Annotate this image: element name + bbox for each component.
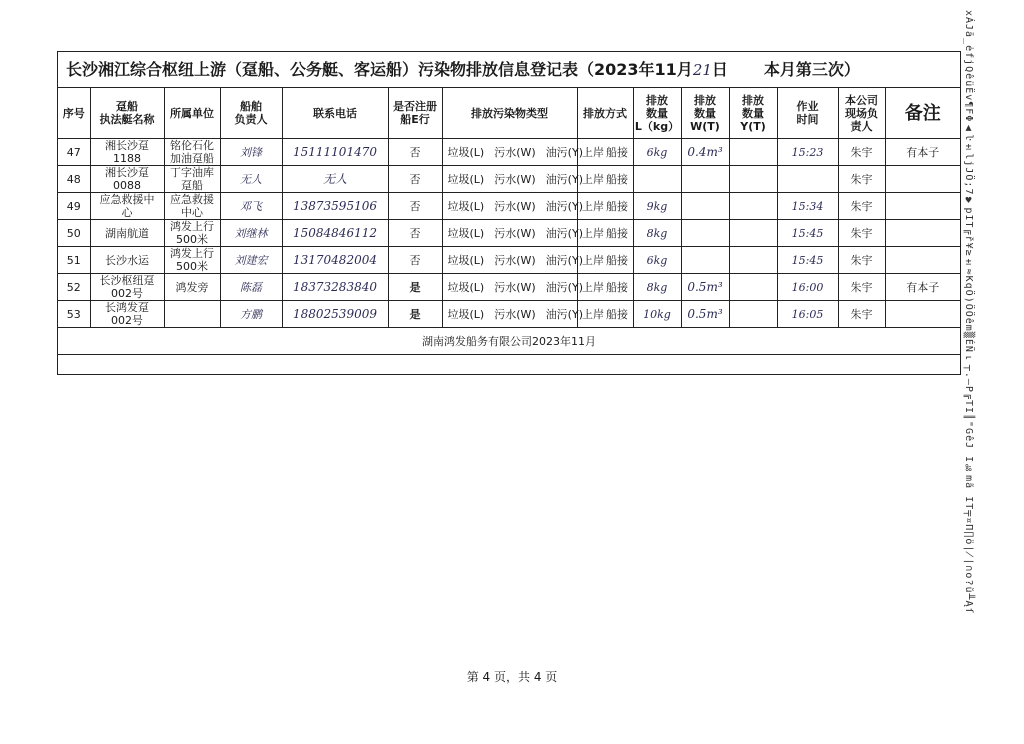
header-onsite: 本公司 现场负 责人 xyxy=(838,88,885,139)
row-qty-w: 0.4m³ xyxy=(681,139,729,166)
method-shore-option: 上岸 xyxy=(582,172,604,186)
header-unit: 所属单位 xyxy=(164,88,220,139)
table-row xyxy=(58,166,960,193)
row-seq: 49 xyxy=(58,193,90,220)
row-seq: 47 xyxy=(58,139,90,166)
pollutant-garbage-option: 垃圾(L) xyxy=(447,280,485,294)
title-round: 本月第三次） xyxy=(763,60,860,79)
row-method xyxy=(577,247,633,274)
header-pollutant-type: 排放污染物类型 xyxy=(442,88,577,139)
pollutant-oil-option: 油污(Y) xyxy=(545,145,583,159)
row-remark xyxy=(885,301,960,328)
row-qty-w xyxy=(681,193,729,220)
pollutant-oil-option: 油污(Y) xyxy=(545,253,583,267)
row-qty-y xyxy=(729,166,777,193)
row-unit: 鸿发上行 500米 xyxy=(164,247,220,274)
table-row xyxy=(58,193,960,220)
table-row xyxy=(58,274,960,301)
row-qty-l xyxy=(633,166,681,193)
row-work-time: 15:23 xyxy=(777,139,838,166)
footer-row xyxy=(58,328,960,355)
method-shore-option: 上岸 xyxy=(582,145,604,159)
row-qty-l: 9kg xyxy=(633,193,681,220)
header-qty-y: 排放 数量 Y(T) xyxy=(729,88,777,139)
row-person: 邓飞 xyxy=(220,193,282,220)
pollutant-garbage-option: 垃圾(L) xyxy=(447,199,485,213)
pollutant-garbage-option: 垃圾(L) xyxy=(447,253,485,267)
row-ship: 长沙水运 xyxy=(90,247,164,274)
pollutant-sewage-option: 污水(W) xyxy=(494,280,536,294)
pollutant-garbage-option: 垃圾(L) xyxy=(447,307,485,321)
header-method: 排放方式 xyxy=(577,88,633,139)
scanner-edge-text: xÁJā_ėfjQêüËv¶FΦ▲ŀ±ljJÖ;7♥pIT╔ř¥≥±≈KqÖ)ÖÖêm▒ÉÑ⌐┬.—P╔ΤΙ║"GêJ I‰mã IT╤¤Π∏ö∤|∩o?ŭ╨Ąſ xyxy=(963,10,974,615)
row-pollutant-type xyxy=(442,274,583,301)
method-ship-receive-option: 船接 xyxy=(606,280,628,294)
row-unit: 丁字油库 趸船 xyxy=(164,166,220,193)
row-pollutant-type xyxy=(442,139,583,166)
row-seq: 52 xyxy=(58,274,90,301)
row-qty-l: 6kg xyxy=(633,247,681,274)
method-ship-receive-option: 船接 xyxy=(606,172,628,186)
row-person: 刘锋 xyxy=(220,139,282,166)
row-qty-y xyxy=(729,301,777,328)
row-onsite: 朱宇 xyxy=(838,139,885,166)
pollutant-sewage-option: 污水(W) xyxy=(494,172,536,186)
pollutant-sewage-option: 污水(W) xyxy=(494,199,536,213)
row-person: 陈磊 xyxy=(220,274,282,301)
row-qty-l: 8kg xyxy=(633,220,681,247)
row-ship: 湖南航道 xyxy=(90,220,164,247)
row-phone: 13873595106 xyxy=(282,193,388,220)
row-qty-l: 10kg xyxy=(633,301,681,328)
footer-company: 湖南鸿发船务有限公司2023年11月 xyxy=(58,328,960,355)
method-shore-option: 上岸 xyxy=(582,226,604,240)
header-phone: 联系电话 xyxy=(282,88,388,139)
row-remark xyxy=(885,193,960,220)
table-row xyxy=(58,220,960,247)
row-onsite: 朱宇 xyxy=(838,193,885,220)
row-work-time: 16:05 xyxy=(777,301,838,328)
method-ship-receive-option: 船接 xyxy=(606,199,628,213)
header-seq: 序号 xyxy=(58,88,90,139)
row-onsite: 朱宇 xyxy=(838,220,885,247)
pollutant-garbage-option: 垃圾(L) xyxy=(447,145,485,159)
row-remark xyxy=(885,247,960,274)
row-onsite: 朱宇 xyxy=(838,166,885,193)
row-work-time: 15:34 xyxy=(777,193,838,220)
header-work-time: 作业 时间 xyxy=(777,88,838,139)
row-work-time: 15:45 xyxy=(777,220,838,247)
row-remark xyxy=(885,166,960,193)
row-phone: 18802539009 xyxy=(282,301,388,328)
header-ship: 趸船 执法艇名称 xyxy=(90,88,164,139)
row-ship: 湘长沙趸 1188 xyxy=(90,139,164,166)
row-qty-w: 0.5m³ xyxy=(681,274,729,301)
row-seq: 48 xyxy=(58,166,90,193)
row-work-time: 16:00 xyxy=(777,274,838,301)
row-e-registered: 否 xyxy=(388,139,442,166)
row-person: 刘建宏 xyxy=(220,247,282,274)
row-qty-l: 6kg xyxy=(633,139,681,166)
pollutant-sewage-option: 污水(W) xyxy=(494,307,536,321)
row-method xyxy=(577,220,633,247)
row-ship: 湘长沙趸 0088 xyxy=(90,166,164,193)
row-ship: 长鸿发趸 002号 xyxy=(90,301,164,328)
row-person: 方鹏 xyxy=(220,301,282,328)
row-qty-w xyxy=(681,166,729,193)
row-unit: 鸿发旁 xyxy=(164,274,220,301)
registration-form xyxy=(57,51,961,375)
row-ship: 长沙枢纽趸 002号 xyxy=(90,274,164,301)
row-qty-y xyxy=(729,220,777,247)
pollutant-sewage-option: 污水(W) xyxy=(494,226,536,240)
table-body xyxy=(58,139,960,328)
pollutant-sewage-option: 污水(W) xyxy=(494,253,536,267)
method-ship-receive-option: 船接 xyxy=(606,307,628,321)
row-remark: 有本子 xyxy=(885,274,960,301)
pollutant-oil-option: 油污(Y) xyxy=(545,199,583,213)
row-unit: 应急救援 中心 xyxy=(164,193,220,220)
method-shore-option: 上岸 xyxy=(582,280,604,294)
pollutant-oil-option: 油污(Y) xyxy=(545,172,583,186)
pollutant-sewage-option: 污水(W) xyxy=(494,145,536,159)
row-method xyxy=(577,301,633,328)
row-onsite: 朱宇 xyxy=(838,247,885,274)
row-remark: 有本子 xyxy=(885,139,960,166)
method-shore-option: 上岸 xyxy=(582,253,604,267)
row-work-time: 15:45 xyxy=(777,247,838,274)
header-qty-l: 排放 数量 L（kg） xyxy=(633,88,681,139)
row-unit xyxy=(164,301,220,328)
row-method xyxy=(577,274,633,301)
method-ship-receive-option: 船接 xyxy=(606,226,628,240)
row-work-time xyxy=(777,166,838,193)
row-unit: 铭伦石化 加油趸船 xyxy=(164,139,220,166)
header-remark: 备注 xyxy=(885,88,960,139)
row-seq: 53 xyxy=(58,301,90,328)
method-shore-option: 上岸 xyxy=(582,307,604,321)
row-qty-y xyxy=(729,193,777,220)
row-qty-w xyxy=(681,220,729,247)
row-qty-y xyxy=(729,247,777,274)
table-row xyxy=(58,139,960,166)
row-pollutant-type xyxy=(442,247,583,274)
pollution-table xyxy=(58,88,960,355)
row-unit: 鸿发上行 500米 xyxy=(164,220,220,247)
pollutant-oil-option: 油污(Y) xyxy=(545,226,583,240)
table-row xyxy=(58,247,960,274)
table-row xyxy=(58,301,960,328)
row-person: 刘继林 xyxy=(220,220,282,247)
row-qty-y xyxy=(729,274,777,301)
method-ship-receive-option: 船接 xyxy=(606,145,628,159)
row-onsite: 朱宇 xyxy=(838,301,885,328)
row-pollutant-type xyxy=(442,220,583,247)
row-qty-w xyxy=(681,247,729,274)
pollutant-oil-option: 油污(Y) xyxy=(545,307,583,321)
header-e-registered: 是否注册 船E行 xyxy=(388,88,442,139)
header-row xyxy=(58,88,960,139)
row-qty-y xyxy=(729,139,777,166)
title-day: 21 xyxy=(692,61,712,79)
row-e-registered: 否 xyxy=(388,247,442,274)
page-number: 第 4 页，共 4 页 xyxy=(466,670,558,684)
pollutant-oil-option: 油污(Y) xyxy=(545,280,583,294)
method-shore-option: 上岸 xyxy=(582,199,604,213)
row-remark xyxy=(885,220,960,247)
pollutant-garbage-option: 垃圾(L) xyxy=(447,172,485,186)
row-phone: 18373283840 xyxy=(282,274,388,301)
row-phone: 13170482004 xyxy=(282,247,388,274)
form-title xyxy=(58,52,960,88)
row-method xyxy=(577,139,633,166)
row-person: 无人 xyxy=(220,166,282,193)
title-day-suffix: 日 xyxy=(711,60,728,79)
row-pollutant-type xyxy=(442,166,583,193)
row-pollutant-type xyxy=(442,193,583,220)
row-ship: 应急救援中 心 xyxy=(90,193,164,220)
row-e-registered: 是 xyxy=(388,274,442,301)
row-phone: 无人 xyxy=(282,166,388,193)
row-e-registered: 否 xyxy=(388,166,442,193)
row-qty-w: 0.5m³ xyxy=(681,301,729,328)
header-qty-w: 排放 数量 W(T) xyxy=(681,88,729,139)
row-phone: 15084846112 xyxy=(282,220,388,247)
row-e-registered: 否 xyxy=(388,193,442,220)
row-seq: 51 xyxy=(58,247,90,274)
row-seq: 50 xyxy=(58,220,90,247)
row-onsite: 朱宇 xyxy=(838,274,885,301)
row-pollutant-type xyxy=(442,301,583,328)
header-person: 船舶 负责人 xyxy=(220,88,282,139)
row-method xyxy=(577,166,633,193)
row-e-registered: 否 xyxy=(388,220,442,247)
row-method xyxy=(577,193,633,220)
row-e-registered: 是 xyxy=(388,301,442,328)
method-ship-receive-option: 船接 xyxy=(606,253,628,267)
title-text: 长沙湘江综合枢纽上游（趸船、公务艇、客运船）污染物排放信息登记表（2023年11月 xyxy=(66,60,693,79)
row-qty-l: 8kg xyxy=(633,274,681,301)
pollutant-garbage-option: 垃圾(L) xyxy=(447,226,485,240)
row-phone: 15111101470 xyxy=(282,139,388,166)
